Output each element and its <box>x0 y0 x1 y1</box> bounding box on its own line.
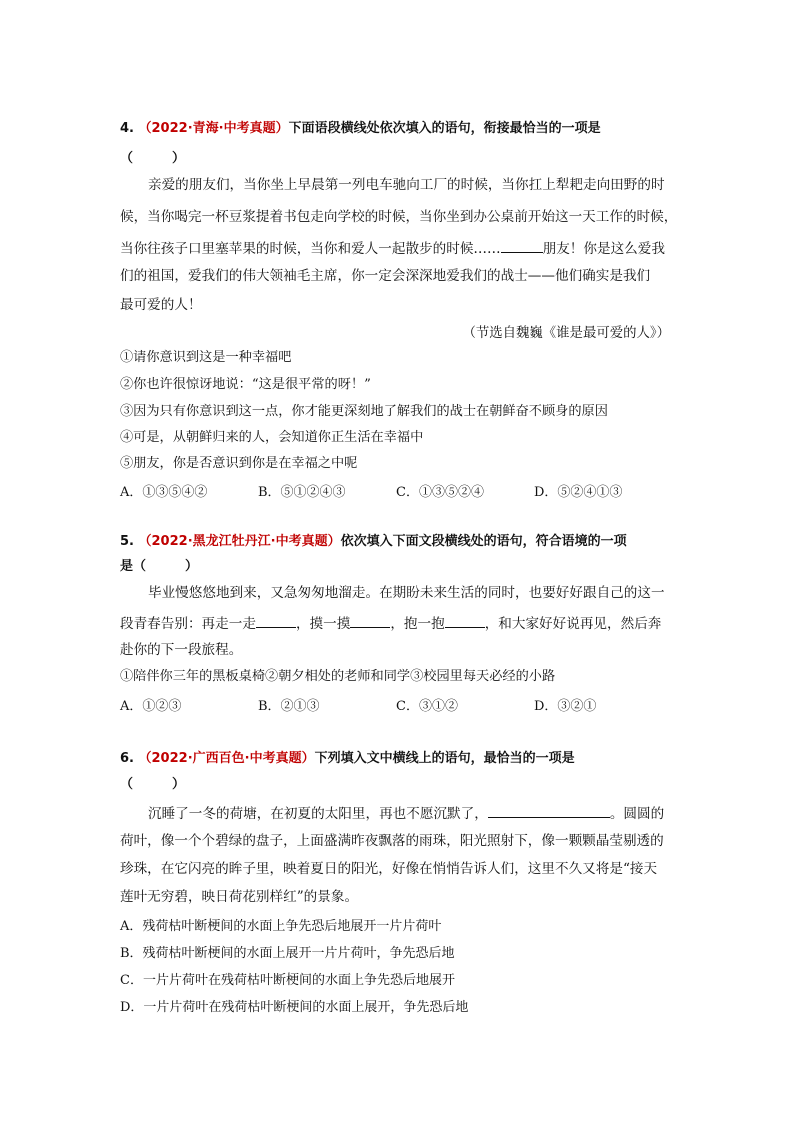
passage-line <box>148 803 664 823</box>
question-5-stem <box>120 533 627 551</box>
list-item: ③因为只有你意识到这一点，你才能更深刻地了解我们的战士在朝鲜奋不顾身的原因 <box>120 404 608 419</box>
passage-text: 段青春告别：再走一走 <box>120 616 256 632</box>
passage-line: 赴你的下一段旅程。 <box>120 642 243 658</box>
attribution: （节选自魏巍《谁是最可爱的人》） <box>462 326 670 341</box>
question-6-stem <box>120 750 575 768</box>
passage-text: 。圆圆的 <box>609 806 665 822</box>
option-c: C．一片片荷叶在残荷枯叶断梗间的水面上争先恐后地展开 <box>120 973 455 988</box>
option-c: C．①③⑤②④ <box>396 485 484 500</box>
list-item: ⑤朋友，你是否意识到你是在幸福之中呢 <box>120 456 358 471</box>
question-source: （2022·青海·中考真题） <box>138 121 289 136</box>
fill-blank <box>488 803 610 818</box>
question-number: 6. <box>120 751 134 766</box>
passage-text: ，和大家好好说再见，然后奔 <box>484 616 662 632</box>
passage-text: 当你往孩子口里塞苹果的时候，当你和爱人一起散步的时候…… <box>120 241 501 257</box>
question-text: 依次填入下面文段横线处的语句，符合语境的一项 <box>340 534 627 549</box>
passage-line: 莲叶无穷碧，映日荷花别样红”的景象。 <box>120 889 359 905</box>
question-source: （2022·广西百色·中考真题） <box>138 751 315 766</box>
question-text: 下列填入文中横线上的语句，最恰当的一项是 <box>314 751 575 766</box>
question-number: 4. <box>120 121 134 136</box>
option-b: B．残荷枯叶断梗间的水面上展开一片片荷叶，争先恐后地 <box>120 946 455 961</box>
fill-blank <box>501 238 543 253</box>
passage-line: 最可爱的人！ <box>120 297 202 313</box>
option-a: A．残荷枯叶断梗间的水面上争先恐后地展开一片片荷叶 <box>120 919 442 934</box>
option-c: C．③①② <box>396 699 458 714</box>
question-text: 下面语段横线处依次填入的语句，衔接最恰当的一项是 <box>288 121 601 136</box>
answer-parentheses: （ ） <box>120 151 186 166</box>
passage-line: 荷叶，像一个个碧绿的盘子，上面盛满昨夜飘落的雨珠，阳光照射下，像一颗颗晶莹剔透的 <box>120 833 664 849</box>
question-source: （2022·黑龙江牡丹江·中考真题） <box>138 534 341 549</box>
list-item: ④可是，从朝鲜归来的人，会知道你正生活在幸福中 <box>120 430 424 445</box>
list-item: ②你也许很惊讶地说：“这是很平常的呀！” <box>120 377 371 392</box>
question-text: 是（ ） <box>120 559 199 574</box>
passage-line: 亲爱的朋友们，当你坐上早晨第一列电车驰向工厂的时候，当你扛上犁耙走向田野的时 <box>148 177 665 193</box>
passage-text: 沉睡了一冬的荷塘，在初夏的太阳里，再也不愿沉默了， <box>148 806 488 822</box>
passage-line <box>120 613 661 633</box>
passage-line <box>120 238 665 258</box>
passage-line: 候，当你喝完一杯豆浆提着书包走向学校的时候，当你坐到办公桌前开始这一天工作的时候， <box>120 209 678 225</box>
answer-parentheses: （ ） <box>120 777 186 792</box>
passage-text: 朋友！你是这么爱我 <box>542 241 665 257</box>
option-d: D．一片片荷叶在残荷枯叶断梗间的水面上展开，争先恐后地 <box>120 1000 469 1015</box>
passage-line: 毕业慢悠悠地到来，又急匆匆地溜走。在期盼未来生活的同时，也要好好跟自己的这一 <box>148 585 665 601</box>
passage-text: ，抱一抱 <box>390 616 445 632</box>
passage-line: 珍珠，在它闪亮的眸子里，映着夏日的阳光，好像在悄悄告诉人们，这里不久又将是“接天 <box>120 861 658 877</box>
list-item: ①陪伴你三年的黑板桌椅②朝夕相处的老师和同学③校园里每天必经的小路 <box>120 669 556 684</box>
list-item: ①请你意识到这是一种幸福吧 <box>120 350 292 365</box>
passage-text: ，摸一摸 <box>295 616 351 632</box>
option-a: A．①②③ <box>120 699 182 714</box>
option-b: B．②①③ <box>258 699 320 714</box>
passage-line: 们的祖国，爱我们的伟大领袖毛主席，你一定会深深地爱我们的战士——他们确实是我们 <box>120 268 651 284</box>
fill-blank <box>256 613 296 628</box>
fill-blank <box>445 613 485 628</box>
question-number: 5. <box>120 534 134 549</box>
question-4-stem <box>120 120 601 138</box>
option-d: D．③②① <box>534 699 597 714</box>
option-b: B．⑤①②④③ <box>258 485 346 500</box>
fill-blank <box>350 613 390 628</box>
option-d: D．⑤②④①③ <box>534 485 623 500</box>
option-a: A．①③⑤④② <box>120 485 208 500</box>
